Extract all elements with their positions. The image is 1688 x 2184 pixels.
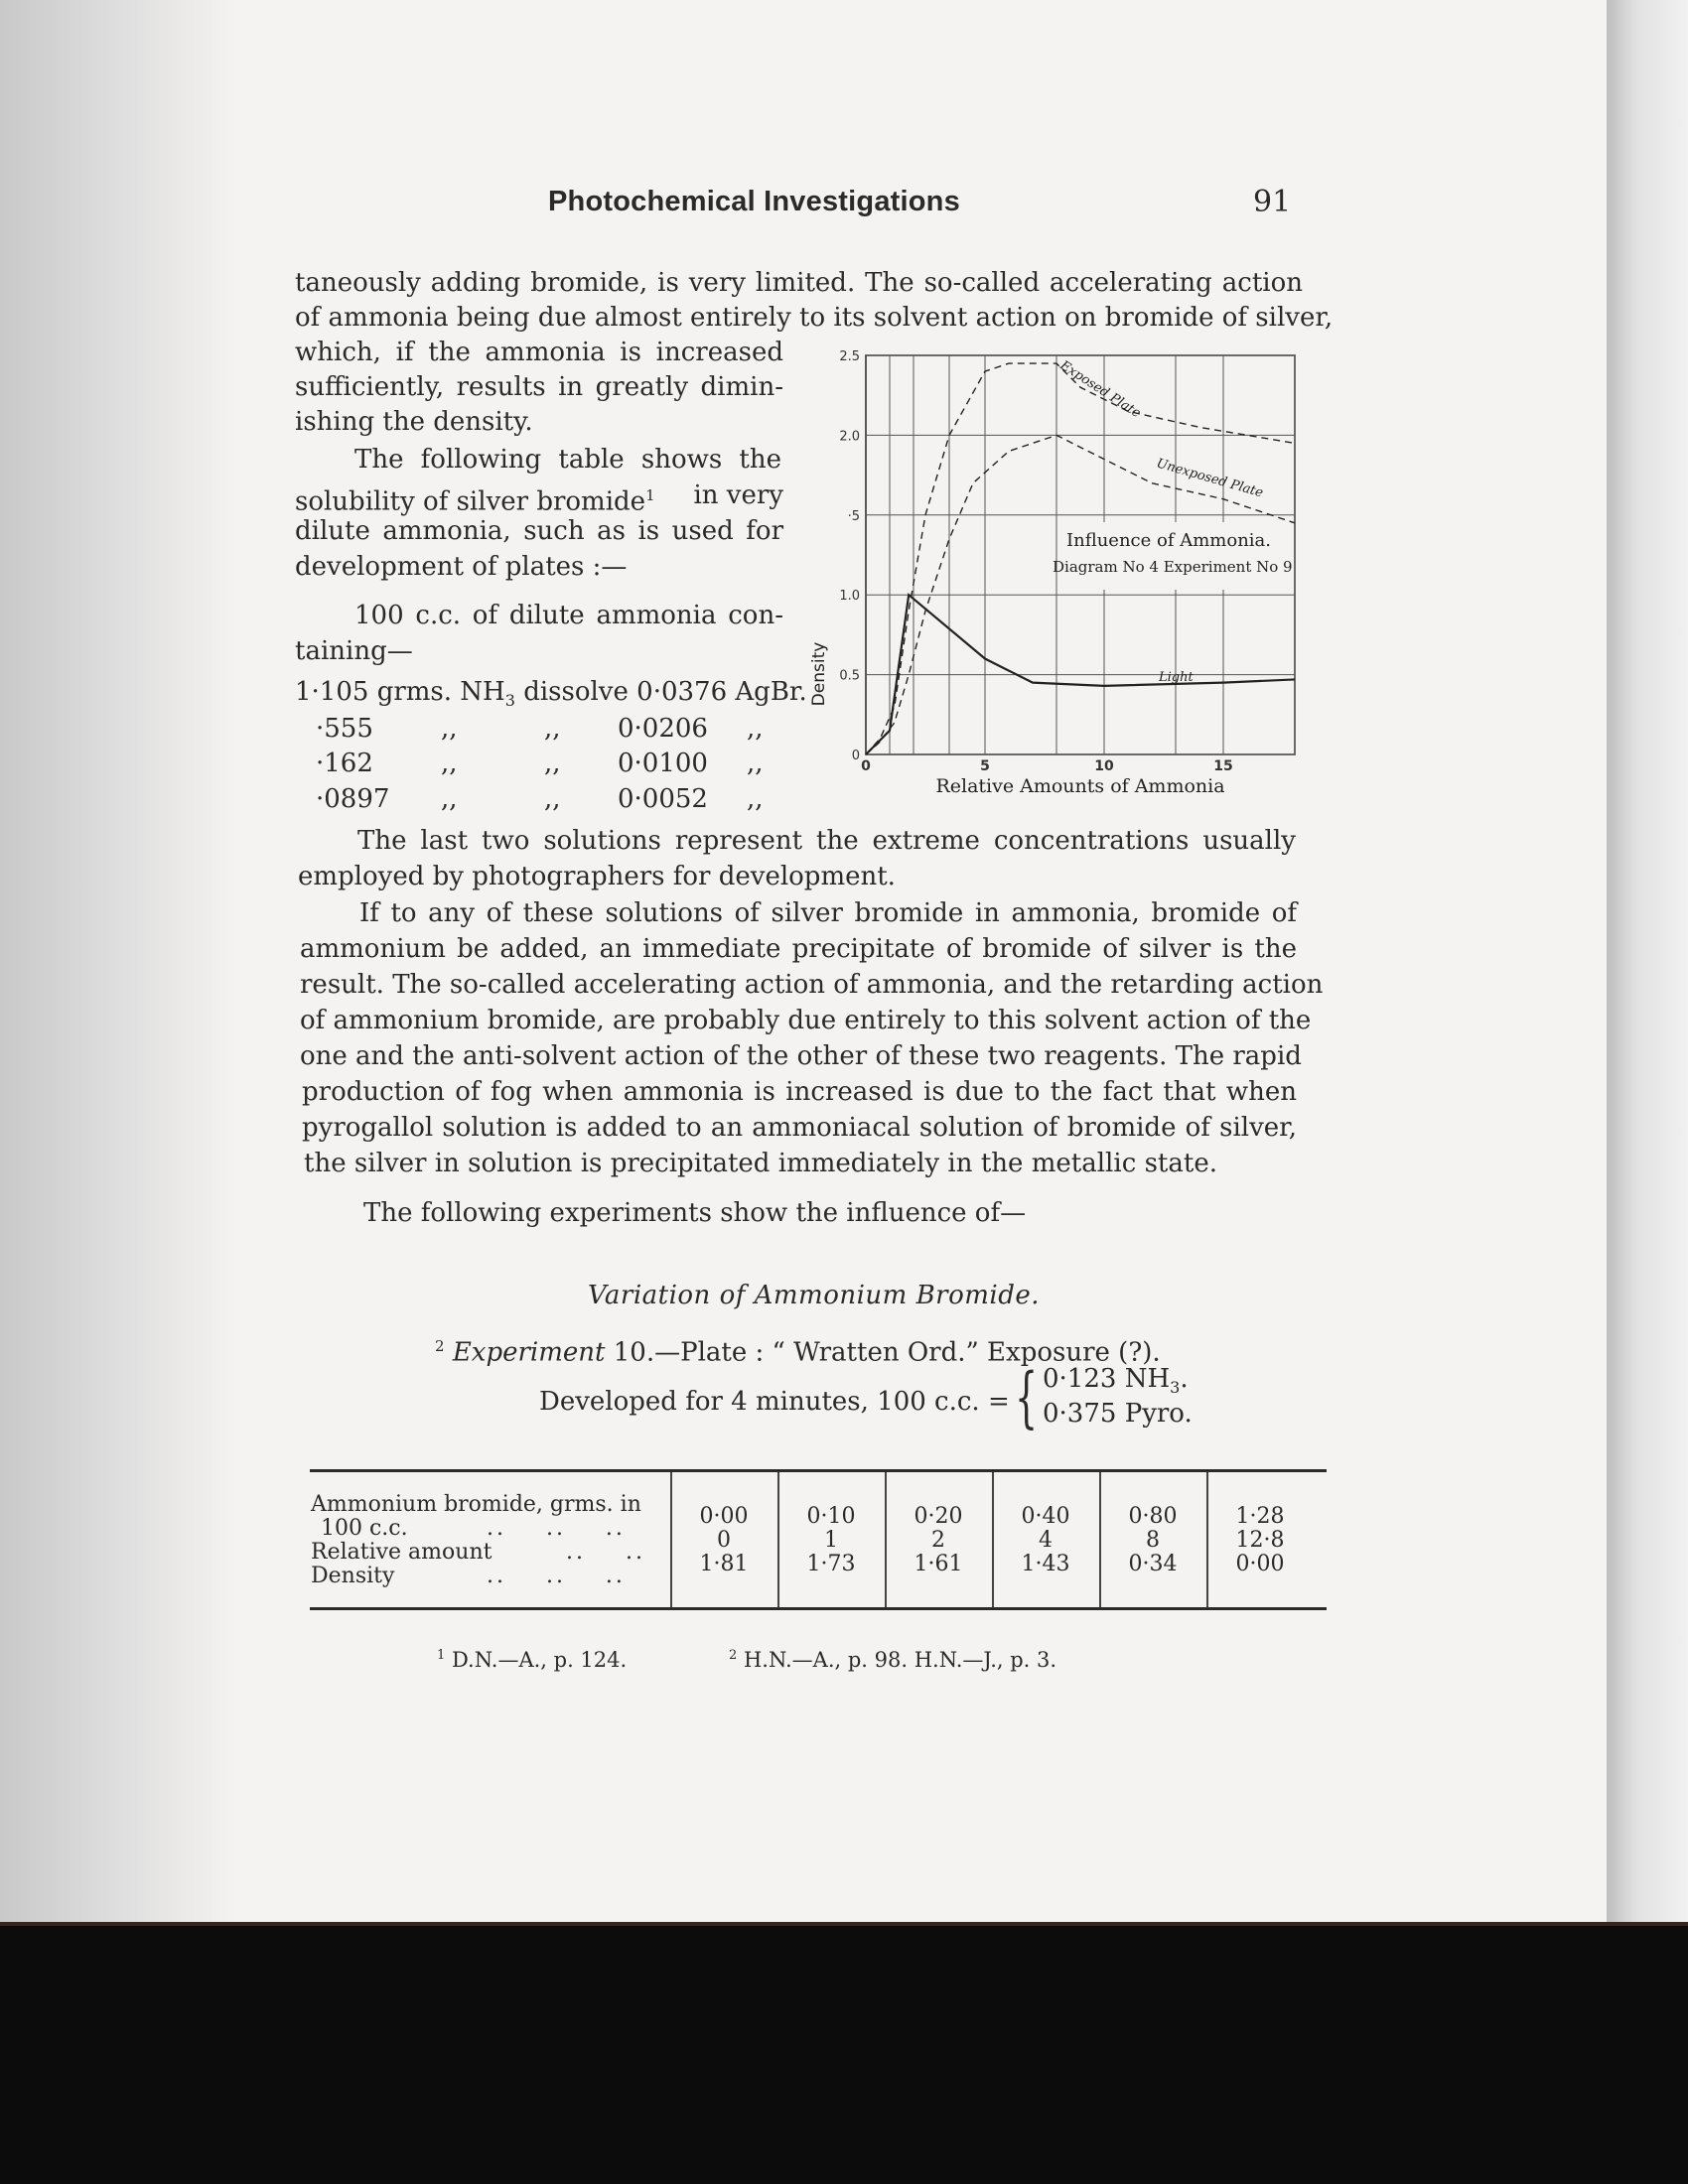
ditto: ,, (747, 714, 764, 744)
text-line: the silver in solution is precipitated immediately in the metallic state. (304, 1149, 1217, 1178)
footnote-mark: 2 (435, 1337, 445, 1355)
density-value: 1·73 (806, 1552, 856, 1576)
bromide-value: 0·00 (699, 1504, 749, 1529)
text-line: of ammonium bromide, are probably due entirely to this solvent action of the (300, 1006, 1312, 1035)
nh3-amount: ·0897 (316, 784, 390, 814)
text-line: The following experiments show the influence of— (363, 1198, 1027, 1228)
text-line: of ammonia being due almost entirely to its solvent action on bromide of silver, (295, 303, 1334, 333)
text-line: ammonium be added, an immediate precipitate of bromide of silver is the (300, 934, 1297, 964)
text-line (295, 478, 783, 519)
agbr-unit: AgBr. (735, 677, 807, 707)
section-title: Variation of Ammonium Bromide. (588, 1281, 1041, 1310)
footnote-text: H.N.—A., p. 98. H.N.—J., p. 3. (743, 1648, 1057, 1672)
text-line: development of plates :— (295, 552, 628, 582)
text-line: result. The so-called accelerating action of ammonia, and the retarding action (300, 970, 1324, 1000)
text-line: ishing the density. (295, 407, 533, 437)
footnote-mark: 1 (645, 486, 655, 504)
running-head: Photochemical Investigations (548, 186, 960, 217)
x-axis-label: Relative Amounts of Ammonia (935, 775, 1225, 797)
text-line: 100 c.c. of dilute ammonia con- (354, 601, 783, 630)
experiment-text: 10.—Plate : “ Wratten Ord.” Exposure (?). (613, 1337, 1161, 1368)
text-line: production of fog when ammonia is increased is due to the fact that when (302, 1077, 1297, 1107)
nh3-amount: 1·105 (295, 677, 369, 707)
bromide-value: 0·80 (1128, 1504, 1178, 1529)
nh3-amount: ·555 (316, 714, 373, 744)
text-line: If to any of these solutions of silver bromide in ammonia, bromide of (359, 898, 1297, 928)
text-line: taining— (295, 636, 413, 666)
experiment-label: Experiment (452, 1337, 606, 1368)
ditto: ,, (441, 714, 458, 744)
period: . (1180, 1364, 1189, 1394)
text-line: The following table shows the (354, 445, 781, 475)
scan-background (0, 1926, 1688, 2184)
text-line: dilute ammonia, such as is used for (295, 516, 783, 546)
x-tick-label: 10 (1094, 758, 1114, 774)
density-value: 0·00 (1235, 1552, 1285, 1576)
agbr-amount: 0·0052 (618, 784, 708, 814)
ammonia-value: 0·123 NH (1043, 1364, 1171, 1394)
ditto: ,, (747, 784, 764, 814)
text-line: taneously adding bromide, is very limited. The so-called accelerating action (295, 268, 1303, 298)
relative-value: 12·8 (1235, 1528, 1285, 1553)
chart-subtitle: Diagram No 4 Experiment No 9 (1053, 558, 1293, 576)
table-column-rule (885, 1472, 887, 1607)
relative-value: 8 (1146, 1528, 1160, 1553)
relative-value: 4 (1039, 1528, 1053, 1553)
y-tick-label: 0 (851, 749, 860, 763)
x-tick-label: 15 (1213, 758, 1233, 774)
subscript: 3 (1170, 1378, 1181, 1398)
ditto: ,, (441, 784, 458, 814)
density-value: 1·61 (914, 1552, 963, 1576)
row-label: Density (311, 1564, 395, 1588)
bromide-value: 1·28 (1235, 1504, 1285, 1529)
row-label: 100 c.c. (321, 1516, 408, 1541)
bromide-value: 0·10 (806, 1504, 856, 1529)
relative-value: 0 (717, 1528, 731, 1553)
text-line: employed by photographers for development. (298, 862, 896, 891)
table-rule-top (310, 1469, 1327, 1472)
density-value: 1·43 (1021, 1552, 1070, 1576)
leader-dots: .. .. (566, 1540, 645, 1565)
y-tick-label: 1.0 (839, 589, 860, 605)
ditto: ,, (441, 749, 458, 778)
x-tick-label: 5 (980, 758, 990, 774)
subscript: 3 (504, 691, 515, 711)
table-column-rule (1099, 1472, 1101, 1607)
scan-gutter-shadow (0, 0, 238, 1926)
nh3-amount: ·162 (316, 749, 373, 778)
table-column-rule (777, 1472, 779, 1607)
text-line: The last two solutions represent the extreme concentrations usually (357, 826, 1296, 856)
developed-text: Developed for 4 minutes, 100 c.c. = (539, 1387, 1010, 1417)
table-column-rule (1206, 1472, 1208, 1607)
table-rule-bottom (310, 1607, 1327, 1610)
verb: dissolve (523, 677, 629, 707)
table-column-rule (992, 1472, 994, 1607)
y-axis-label: Density (809, 641, 829, 707)
chart-title: Influence of Ammonia. (1066, 530, 1271, 551)
footnote-1 (437, 1648, 627, 1672)
agbr-amount: 0·0206 (618, 714, 708, 744)
row-label: Relative amount (311, 1540, 492, 1565)
series-label: Unexposed Plate (1154, 456, 1265, 501)
row-label: Ammonium bromide, grms. in (311, 1492, 641, 1517)
text-fragment: solubility of silver bromide (295, 486, 646, 517)
density-value: 0·34 (1128, 1552, 1178, 1576)
x-tick-label: 0 (861, 758, 871, 774)
ditto: ,, (544, 714, 561, 744)
y-tick-label: 2.5 (839, 349, 860, 364)
y-tick-label: 2.0 (839, 429, 860, 445)
brace: { (1015, 1359, 1039, 1435)
leader-dots: .. .. .. (487, 1564, 626, 1588)
y-tick-label: ·5 (847, 508, 860, 524)
bromide-value: 0·40 (1021, 1504, 1070, 1529)
bromide-value: 0·20 (914, 1504, 963, 1529)
density-value: 1·81 (699, 1552, 749, 1576)
ditto: ,, (544, 749, 561, 778)
relative-value: 1 (824, 1528, 838, 1553)
leader-dots: .. .. .. (487, 1516, 626, 1541)
series-label: Light (1159, 670, 1194, 685)
developer-pyro: 0·375 Pyro. (1043, 1399, 1193, 1429)
scan-page-edge (1607, 0, 1688, 1926)
table-column-rule (670, 1472, 672, 1607)
footnote-mark: 2 (729, 1648, 738, 1663)
ditto: ,, (544, 784, 561, 814)
footnote-mark: 1 (437, 1648, 446, 1663)
text-line: which, if the ammonia is increased (295, 338, 783, 367)
text-fragment: in very (693, 480, 783, 510)
page-number: 91 (1253, 185, 1292, 219)
agbr-amount: 0·0100 (618, 749, 708, 778)
footnote-text: D.N.—A., p. 124. (451, 1648, 628, 1672)
series-label: Exposed Plate (1056, 357, 1144, 422)
text-line: one and the anti-solvent action of the other of these two reagents. The rapid (300, 1041, 1302, 1071)
footnote-2 (729, 1648, 1056, 1672)
agbr-amount: 0·0376 (636, 677, 728, 707)
text-line: sufficiently, results in greatly dimin- (295, 372, 783, 402)
text-line: pyrogallol solution is added to an ammoniacal solution of bromide of silver, (302, 1113, 1297, 1143)
y-tick-label: 0.5 (839, 668, 860, 684)
nh3-unit: grms. NH (376, 677, 505, 707)
ditto: ,, (747, 749, 764, 778)
relative-value: 2 (931, 1528, 945, 1553)
ammonia-influence-chart (806, 345, 1313, 802)
